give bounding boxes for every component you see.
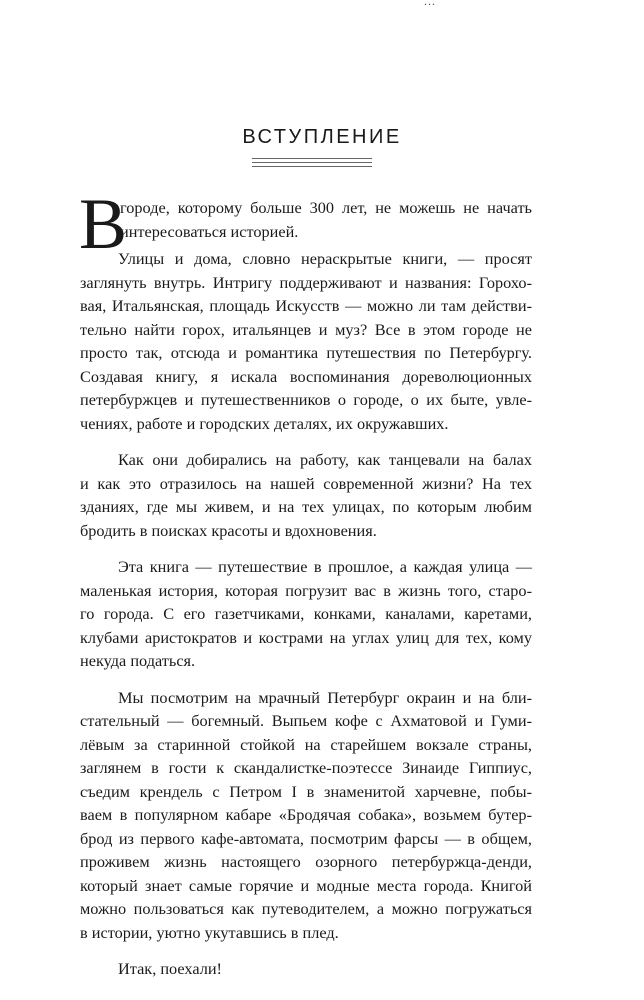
- paragraph-5: [80, 686, 532, 945]
- text-line: Мы посмотрим на мрачный Петербург окраин и на бли-: [118, 687, 532, 707]
- text-line: в истории, уютно укутавшись в плед.: [80, 922, 339, 942]
- text-line: чениях, работе и городских деталях, их окружавших.: [80, 413, 449, 433]
- text-line: и как это отразилось на нашей современной жизни? На тех: [80, 473, 532, 493]
- paragraph-4: [80, 555, 532, 673]
- text-line: интересоваться историей.: [120, 221, 299, 241]
- text-line: Улицы и дома, словно нераскрытые книги, — просят: [118, 249, 532, 268]
- paragraph-3: [80, 448, 532, 542]
- text-line: стательный — богемный. Выпьем кофе с Ахматовой и Гуми-: [80, 711, 532, 730]
- text-line: бродить в поисках красоты и вдохновения.: [80, 520, 377, 540]
- text-line: го города. С его газетчиками, конками, каналами, каретами,: [80, 604, 532, 623]
- text-line: Создавая книгу, я искала воспоминания дореволюционных: [80, 366, 532, 386]
- paragraph-2: [80, 247, 532, 435]
- text-line: Итак, поехали!: [118, 959, 222, 978]
- paragraph-6: [80, 957, 532, 981]
- text-line: зданиях, где мы живем, и на тех улицах, по которым любим: [80, 497, 532, 516]
- text-line: можно пользоваться как путеводителем, а можно погружаться: [80, 899, 532, 918]
- text-line: заглянем в гости к скандалистке-поэтессе Зинаиде Гиппиус,: [80, 758, 532, 777]
- text-line: Эта книга — путешествие в прошлое, а каждая улица —: [118, 557, 532, 576]
- page-top-mark: ...: [424, 0, 436, 8]
- text-line: заглянуть внутрь. Интригу поддерживают и названия: Горохо-: [80, 272, 532, 292]
- text-line: который знает самые горячие и модные места города. Книгой: [80, 875, 532, 895]
- heading-ornament: [252, 158, 372, 170]
- chapter-heading: ВСТУПЛЕНИЕ: [242, 126, 402, 148]
- drop-cap: В: [79, 184, 128, 264]
- text-line: ваем в популярном кабаре «Бродячая собака», возьмем бутер-: [80, 805, 532, 824]
- text-line: лёвым за старинной стойкой на старейшем вокзале страны,: [80, 734, 532, 754]
- paragraph-1: [80, 196, 532, 243]
- text-line: Как они добирались на работу, как танцевали на балах: [118, 450, 532, 469]
- text-line: просто так, отсюда и романтика путешествия по Петербургу.: [80, 343, 532, 362]
- text-line: проживем жизнь настоящего озорного петербуржца-денди,: [80, 852, 532, 871]
- text-line: некуда податься.: [80, 651, 196, 670]
- text-line: брод из первого кафе-автомата, посмотрим фарсы — в общем,: [80, 828, 532, 848]
- text-line: маленькая история, которая погрузит вас в жизнь того, старо-: [80, 580, 532, 600]
- text-line: тельно найти горох, итальянцев и муз? Все в этом городе не: [80, 319, 532, 339]
- text-line: съедим крендель с Петром I в знаменитой харчевне, побы-: [80, 781, 532, 801]
- text-line: петербуржцев и путешественников о городе, о их быте, увле-: [80, 390, 532, 409]
- text-line: городе, которому больше 300 лет, не можешь не начать: [120, 198, 532, 217]
- text-line: клубами аристократов и кострами на углах улиц для тех, кому: [80, 627, 532, 647]
- text-line: вая, Итальянская, площадь Искусств — можно ли там действи-: [80, 296, 532, 315]
- body-text: [80, 196, 532, 981]
